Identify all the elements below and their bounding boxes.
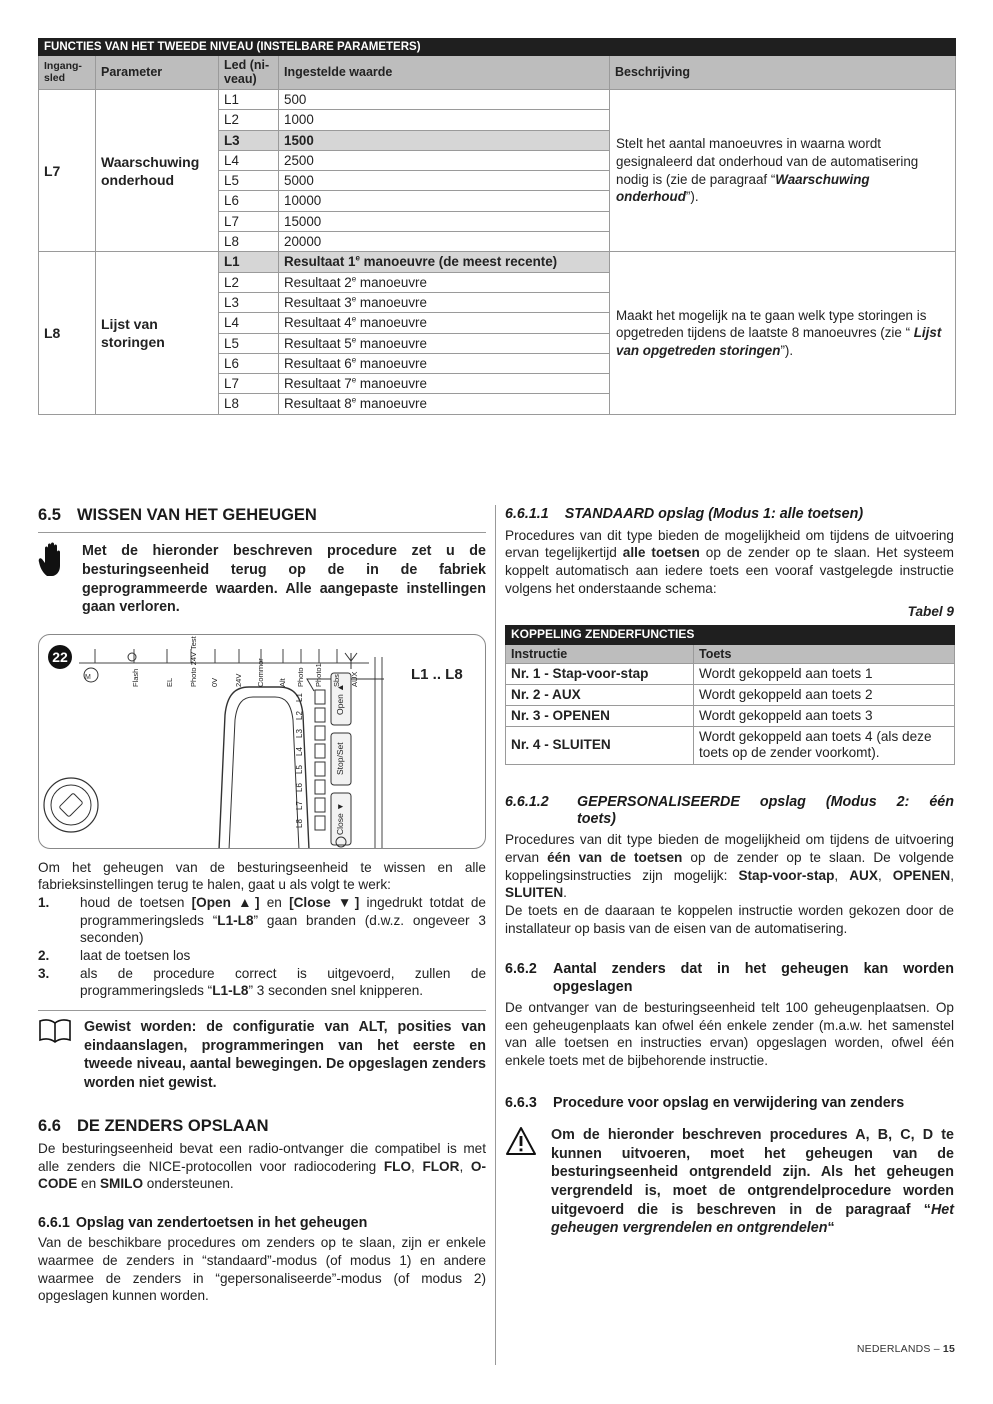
led-cell: L8 [219,394,279,414]
section-6-5-heading [38,505,486,533]
led-cell: L6 [219,353,279,373]
step-3 [38,965,486,1000]
col-header-toets: Toets [694,644,955,663]
section-number: 6.6 [38,1117,61,1136]
section-6-6-1-2-heading [505,794,954,830]
note-text: Gewist worden: de configuratie van ALT, posities van eindaanslagen, programmeringen van het eerste en tweede niveau, aantal bewegingen. De opgeslagen zenders worden niet gewist. [84,1019,486,1091]
led-label-l1: L1 [295,692,304,702]
value-cell: 1000 [279,110,610,130]
koppeling-table-title: KOPPELING ZENDERFUNCTIES [506,625,955,644]
step-1 [38,894,486,947]
parameter-cell: Waarschuwing onderhoud [96,90,219,252]
col-header-beschrijving: Beschrijving [610,56,956,90]
step-number: 1. [38,895,50,911]
step-text: laat de toetsen los [80,948,191,964]
value-cell: Resultaat 3e manoeuvre [279,292,610,312]
value-cell: 10000 [279,191,610,211]
right-column [505,505,954,1238]
led-cell: L4 [219,150,279,170]
value-cell: 1500 [279,130,610,150]
value-cell: 5000 [279,171,610,191]
instruction-cell: Nr. 1 - Stap-voor-stap [506,663,694,684]
col-header-led: Led (ni- veau) [219,56,279,90]
table-row [506,726,955,764]
value-cell: Resultaat 1e manoeuvre (de meest recente) [279,252,610,272]
section-number: 6.6.1.2 [505,793,549,810]
stop-set-button[interactable]: Stop/Set [335,742,345,775]
book-note [38,1010,486,1092]
erase-intro: Om het geheugen van de besturingseenheid te wissen en alle fabrieksinstellingen terug te halen, gaat u als volgt te werk: [38,859,486,893]
section-title: STANDAARD opslag (Modus 1: alle toetsen) [564,506,864,522]
column-divider [495,505,496,1365]
led-label-l6: L6 [295,782,304,792]
terminal-label: 24V [234,673,243,687]
terminal-label: Commor [256,657,265,687]
led-callout-label: L1 .. L8 [408,665,466,685]
terminal-label: AUX [350,671,359,687]
table-row [506,663,955,684]
instruction-cell: Nr. 3 - OPENEN [506,705,694,726]
value-cell: Resultaat 4e manoeuvre [279,313,610,333]
led-cell: L2 [219,110,279,130]
led-cell: L4 [219,313,279,333]
section-number: 6.6.3 [505,1094,537,1111]
table-row [506,684,955,705]
table-row [39,90,956,110]
parameters-table [38,38,956,415]
figure-number-badge: 22 [48,645,72,669]
section-number: 6.6.2 [505,961,537,978]
terminal-label: Photo1 [314,662,323,687]
led-cell: L2 [219,272,279,292]
table-row [39,252,956,272]
led-cell: L6 [219,191,279,211]
section-number: 6.6.1.1 [505,506,549,522]
section-6-6-3-heading [505,1094,954,1113]
terminal-label: Photo [296,667,305,687]
value-cell: Resultaat 2e manoeuvre [279,272,610,292]
value-cell: 500 [279,90,610,110]
description-cell: Maakt het mogelijk na te gaan welk type storingen is opgetreden tijdens de laatste 8 manoeuvres (zie “ Lijst van opgetreden storingen”). [610,252,956,414]
section-6-6-2-text: De ontvanger van de besturingseenheid telt 100 geheugenplaatsen. Op een geheugenplaats kan ofwel één enkele zender (m.a.w. het samenstel van alle toetsen en instructies ervan) opgeslagen worden, ofwel één enkele toets met de bijbehorende instructie. [505,1000,954,1069]
terminal-label: Alt [278,677,287,687]
section-title: Aantal zenders dat in het geheugen kan worden opgeslagen [553,961,954,996]
value-cell: Resultaat 8e manoeuvre [279,394,610,414]
section-6-6-heading [38,1116,486,1139]
step-number: 3. [38,965,50,981]
key-cell: Wordt gekoppeld aan toets 4 (als deze toets op de zender voorkomt). [694,726,955,764]
section-6-6-2-heading [505,961,954,997]
section-title: Procedure voor opslag en verwijdering van zenders [553,1094,905,1111]
led-cell: L7 [219,374,279,394]
table-row [506,705,955,726]
led-label-l5: L5 [295,764,304,774]
section-6-6-1-1-heading [505,505,954,524]
caution-text: Om de hieronder beschreven procedures A, B, C, D te kunnen uitvoeren, moet het geheugen van de besturingseenheid ontgrendeld zijn. Als het geheugen vergrendeld is, moet de ontgrendelprocedure worden uitgevoerd die is beschreven in de paragraaf “Het geheugen vergrendelen en ontgrendelen“ [551,1127,954,1237]
section-6-6-1-heading [38,1214,486,1233]
section-title: Opslag van zendertoetsen in het geheugen [75,1214,368,1231]
led-label-l8: L8 [295,818,304,828]
hand-stop-icon [38,542,68,576]
section-title: GEPERSONALISEERDE opslag (Modus 2: één toets) [577,793,954,828]
figure-22-control-board [38,634,486,849]
table-caption: Tabel 9 [907,604,954,620]
entry-cell: L8 [39,252,96,414]
section-6-6-1-2-text: Procedures van dit type bieden de mogelijkheid om tijdens de uitvoering ervan één van de toetsen op de zender op te slaan. De volgende koppelingsinstructies zijn mogelijk: Stap-voor-stap, AUX, OPENEN, SLUITEN. [505,832,954,901]
instruction-cell: Nr. 4 - SLUITEN [506,726,694,764]
step-text: houd de toetsen [Open ▲] en [Close ▼] ingedrukt totdat de programmeringsleds “L1-L8” gaan branden (d.w.z. ongeveer 3 seconden) [80,895,486,946]
value-cell: Resultaat 5e manoeuvre [279,333,610,353]
led-cell: L5 [219,171,279,191]
col-header-instructie: Instructie [506,644,694,663]
section-6-6-1-2-text-2: De toets en de daaraan te koppelen instructie worden gekozen door de installateur op basis van de eisen van de automatisering. [505,902,954,936]
svg-text:M: M [85,673,91,681]
warning-triangle-icon [505,1126,537,1160]
col-header-ingang: Ingang- sled [39,56,96,90]
page-footer [857,1343,955,1357]
led-cell: L1 [219,90,279,110]
col-header-waarde: Ingestelde waarde [279,56,610,90]
led-cell: L8 [219,232,279,252]
open-button[interactable]: Open ▲ [335,683,345,715]
terminal-label: EL [165,677,174,687]
led-cell: L1 [219,252,279,272]
left-column [38,505,486,1305]
warning-text: Met de hieronder beschreven procedure zet u de besturingseenheid terug op de in de fabriek geprogrammeerde waarden. Alle aangepaste instellingen gaan verloren. [82,543,486,616]
key-cell: Wordt gekoppeld aan toets 2 [694,684,955,705]
value-cell: 15000 [279,211,610,231]
step-number: 2. [38,948,50,964]
section-title: DE ZENDERS OPSLAAN [76,1117,269,1136]
entry-cell: L7 [39,90,96,252]
terminal-label: 0V [210,677,219,687]
section-number: 6.5 [38,506,61,524]
instruction-cell: Nr. 2 - AUX [506,684,694,705]
step-2 [38,947,486,965]
step-text: als de procedure correct is uitgevoerd, zullen de programmeringsleds “L1-L8” 3 seconden snel knipperen. [80,965,486,999]
led-cell: L7 [219,211,279,231]
col-header-parameter: Parameter [96,56,219,90]
key-cell: Wordt gekoppeld aan toets 3 [694,705,955,726]
terminal-label: Flash [131,668,140,687]
led-cell: L3 [219,292,279,312]
value-cell: 2500 [279,150,610,170]
caution-warning [505,1126,954,1237]
led-label-l7: L7 [295,800,304,810]
section-number: 6.6.1 [38,1214,70,1231]
description-cell: Stelt het aantal manoeuvres in waarna wordt gesignaleerd dat onderhoud van de automatisering nodig is (zie de paragraaf “Waarschuwing onderhoud”). [610,90,956,252]
led-cell: L3 [219,130,279,150]
hand-warning [38,542,486,616]
footer-language: NEDERLANDS – [856,1343,943,1355]
erase-steps [38,894,486,1000]
table-title: FUNCTIES VAN HET TWEEDE NIVEAU (INSTELBARE PARAMETERS) [39,39,956,56]
close-button[interactable]: Close ▼ [335,802,345,835]
section-title: WISSEN VAN HET GEHEUGEN [76,506,317,524]
led-cell: L5 [219,333,279,353]
page-number: 15 [942,1343,955,1355]
section-6-6-text: De besturingseenheid bevat een radio-ontvanger die compatibel is met alle zenders die NICE-protocollen voor radiocodering FLO, FLOR, O-CODE en SMILO ondersteunen. [38,1140,486,1192]
terminal-label: Sbs [332,673,341,687]
terminal-label: Photo 24V Test [189,636,198,687]
led-label-l3: L3 [295,728,304,738]
key-cell: Wordt gekoppeld aan toets 1 [694,663,955,684]
section-6-6-1-text: Van de beschikbare procedures om zenders op te slaan, zijn er enkele waarmee de zenders in “standaard”-modus (of modus 1) en andere waarmee de zenders in “gepersonaliseerde”-modus (of modus 2) opgeslagen kunnen worden. [38,1235,486,1304]
value-cell: Resultaat 6e manoeuvre [279,353,610,373]
book-icon [38,1018,72,1052]
koppeling-table [505,625,955,765]
value-cell: Resultaat 7e manoeuvre [279,374,610,394]
parameter-cell: Lijst van storingen [96,252,219,414]
section-6-6-1-1-text: Procedures van dit type bieden de mogelijkheid om tijdens de uitvoering ervan tegelijkertijd alle toetsen op de zender op te slaan. Het systeem koppelt automatisch aan iedere toets een vooraf vastgelegde instructie volgens het onderstaande schema: [505,527,954,596]
value-cell: 20000 [279,232,610,252]
led-label-l2: L2 [295,710,304,720]
led-label-l4: L4 [295,746,304,756]
